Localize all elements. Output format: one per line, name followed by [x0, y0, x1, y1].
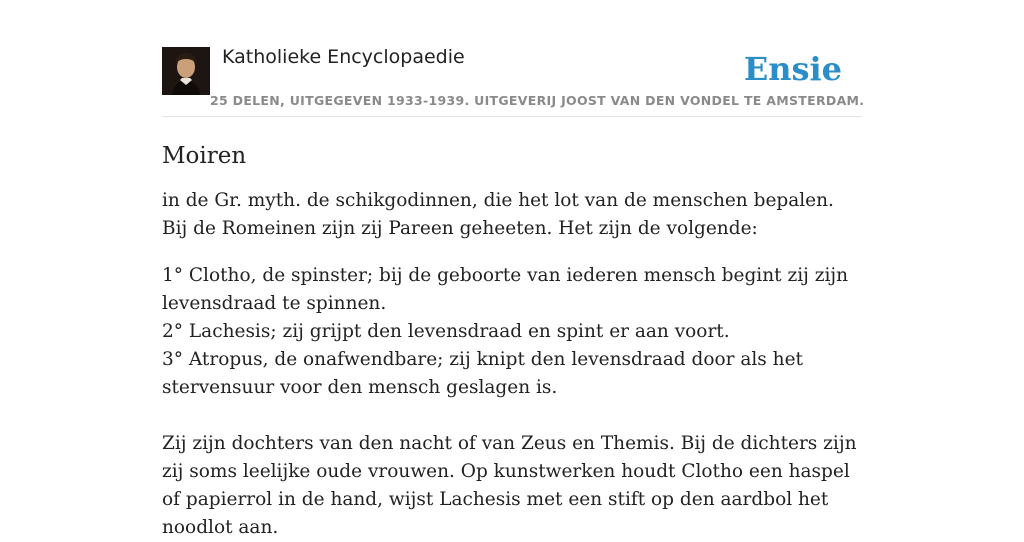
entry-intro: in de Gr. myth. de schikgodinnen, die het lot van de menschen bepalen. Bij de Romeinen zijn zij Pareen geheeten. Het zijn de volgende:: [162, 190, 834, 239]
entry-title: Moiren: [162, 143, 247, 169]
list-item: 3° Atropus, de onafwendbare; zij knipt den levensdraad door als het stervensuur voor den mensch geslagen is.: [162, 349, 803, 398]
entry-list: [162, 262, 862, 402]
list-item: 2° Lachesis; zij grijpt den levensdraad en spint er aan voort.: [162, 321, 730, 342]
portrait-icon: [162, 47, 210, 95]
list-item: 1° Clotho, de spinster; bij de geboorte van iederen mensch begint zij zijn levensdraad te spinnen.: [162, 265, 849, 314]
avatar[interactable]: [162, 47, 210, 95]
page-container: [162, 0, 865, 542]
brand-logo[interactable]: Ensie: [743, 50, 842, 88]
header: [162, 0, 865, 117]
entry-closing: Zij zijn dochters van den nacht of van Zeus en Themis. Bij de dichters zijn zij soms leelijke oude vrouwen. Op kunstwerken houdt Clotho een haspel of papierrol in de hand, wijst Lachesis met een stift op den aardbol het noodlot aan.: [162, 433, 857, 538]
site-subtitle: 25 DELEN, UITGEGEVEN 1933-1939. UITGEVERIJ JOOST VAN DEN VONDEL TE AMSTERDAM.: [210, 93, 865, 108]
site-title[interactable]: Katholieke Encyclopaedie: [222, 46, 465, 68]
